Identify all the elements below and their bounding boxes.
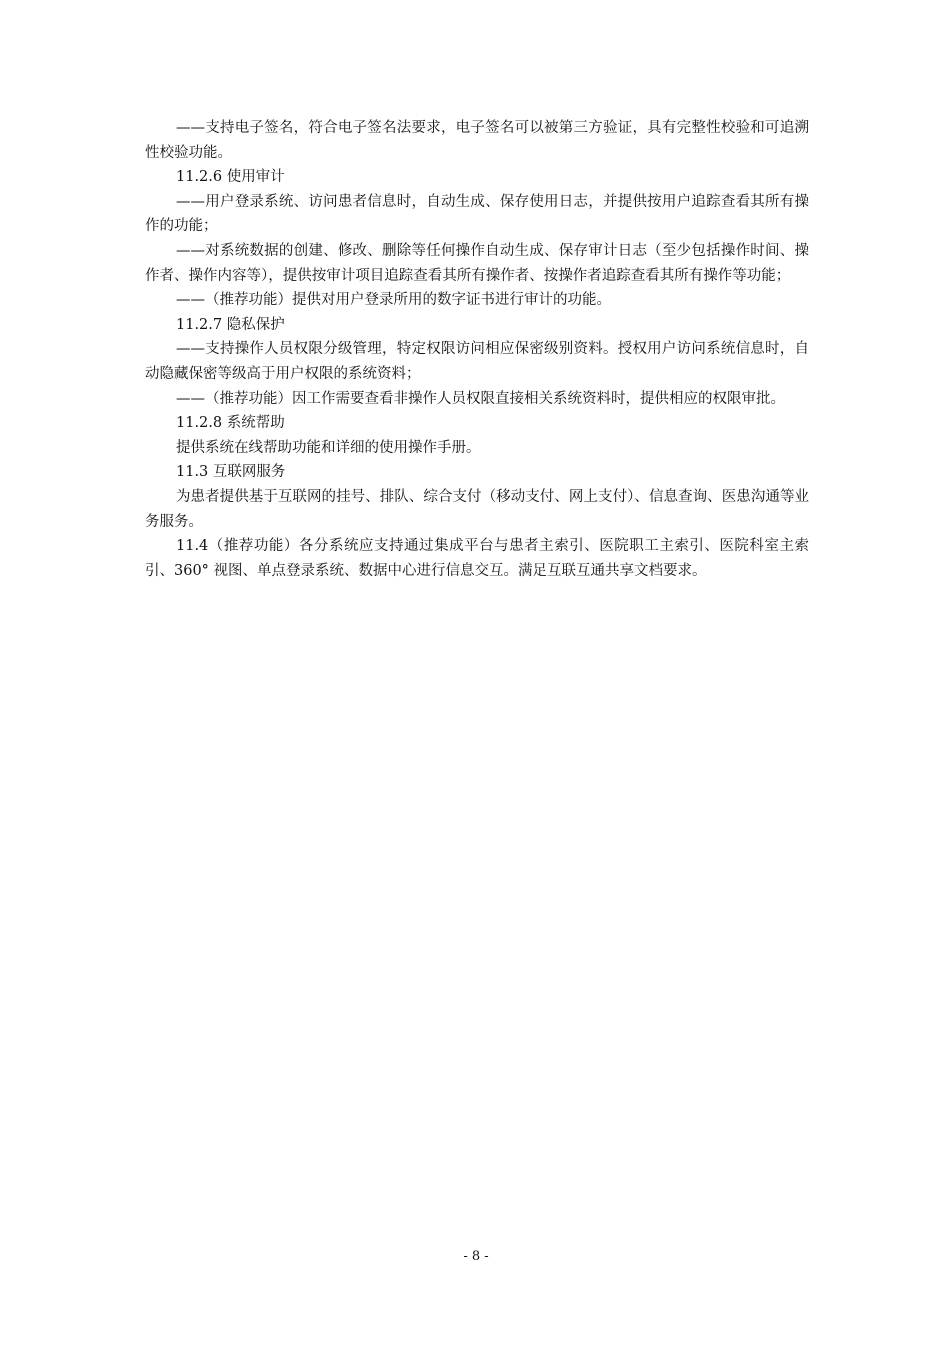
paragraph-permission-levels: ——支持操作人员权限分级管理，特定权限访问相应保密级别资料。授权用户访问系统信息时，自动隐藏保密等级高于用户权限的系统资料； (145, 341, 809, 382)
paragraph-electronic-signature: ——支持电子签名，符合电子签名法要求，电子签名可以被第三方验证，具有完整性校验和可追溯性校验功能。 (145, 120, 809, 161)
section-heading-system-help: 11.2.8 系统帮助 (176, 415, 285, 432)
section-heading-usage-audit: 11.2.6 使用审计 (176, 169, 285, 186)
paragraph-online-help: 提供系统在线帮助功能和详细的使用操作手册。 (176, 439, 481, 456)
paragraph-permission-approval: ——（推荐功能）因工作需要查看非操作人员权限直接相关系统资料时，提供相应的权限审批。 (176, 390, 785, 407)
page-number: - 8 - (463, 1249, 489, 1264)
paragraph-internet-services: 为患者提供基于互联网的挂号、排队、综合支付（移动支付、网上支付）、信息查询、医患沟通等业务服务。 (145, 488, 809, 530)
paragraph-usage-log: ——用户登录系统、访问患者信息时，自动生成、保存使用日志，并提供按用户追踪查看其所有操作的功能； (145, 193, 809, 235)
section-heading-internet-service: 11.3 互联网服务 (176, 464, 286, 481)
document-body (145, 116, 809, 583)
paragraph-certificate-audit: ——（推荐功能）提供对用户登录所用的数字证书进行审计的功能。 (176, 292, 611, 309)
paragraph-integration: 11.4（推荐功能）各分系统应支持通过集成平台与患者主索引、医院职工主索引、医院科室主索引、360° 视图、单点登录系统、数据中心进行信息交互。满足互联互通共享文档要求。 (145, 538, 809, 579)
paragraph-audit-log: ——对系统数据的创建、修改、删除等任何操作自动生成、保存审计日志（至少包括操作时间、操作者、操作内容等），提供按审计项目追踪查看其所有操作者、按操作者追踪查看其所有操作等功能； (145, 242, 809, 284)
section-heading-privacy: 11.2.7 隐私保护 (176, 316, 285, 333)
